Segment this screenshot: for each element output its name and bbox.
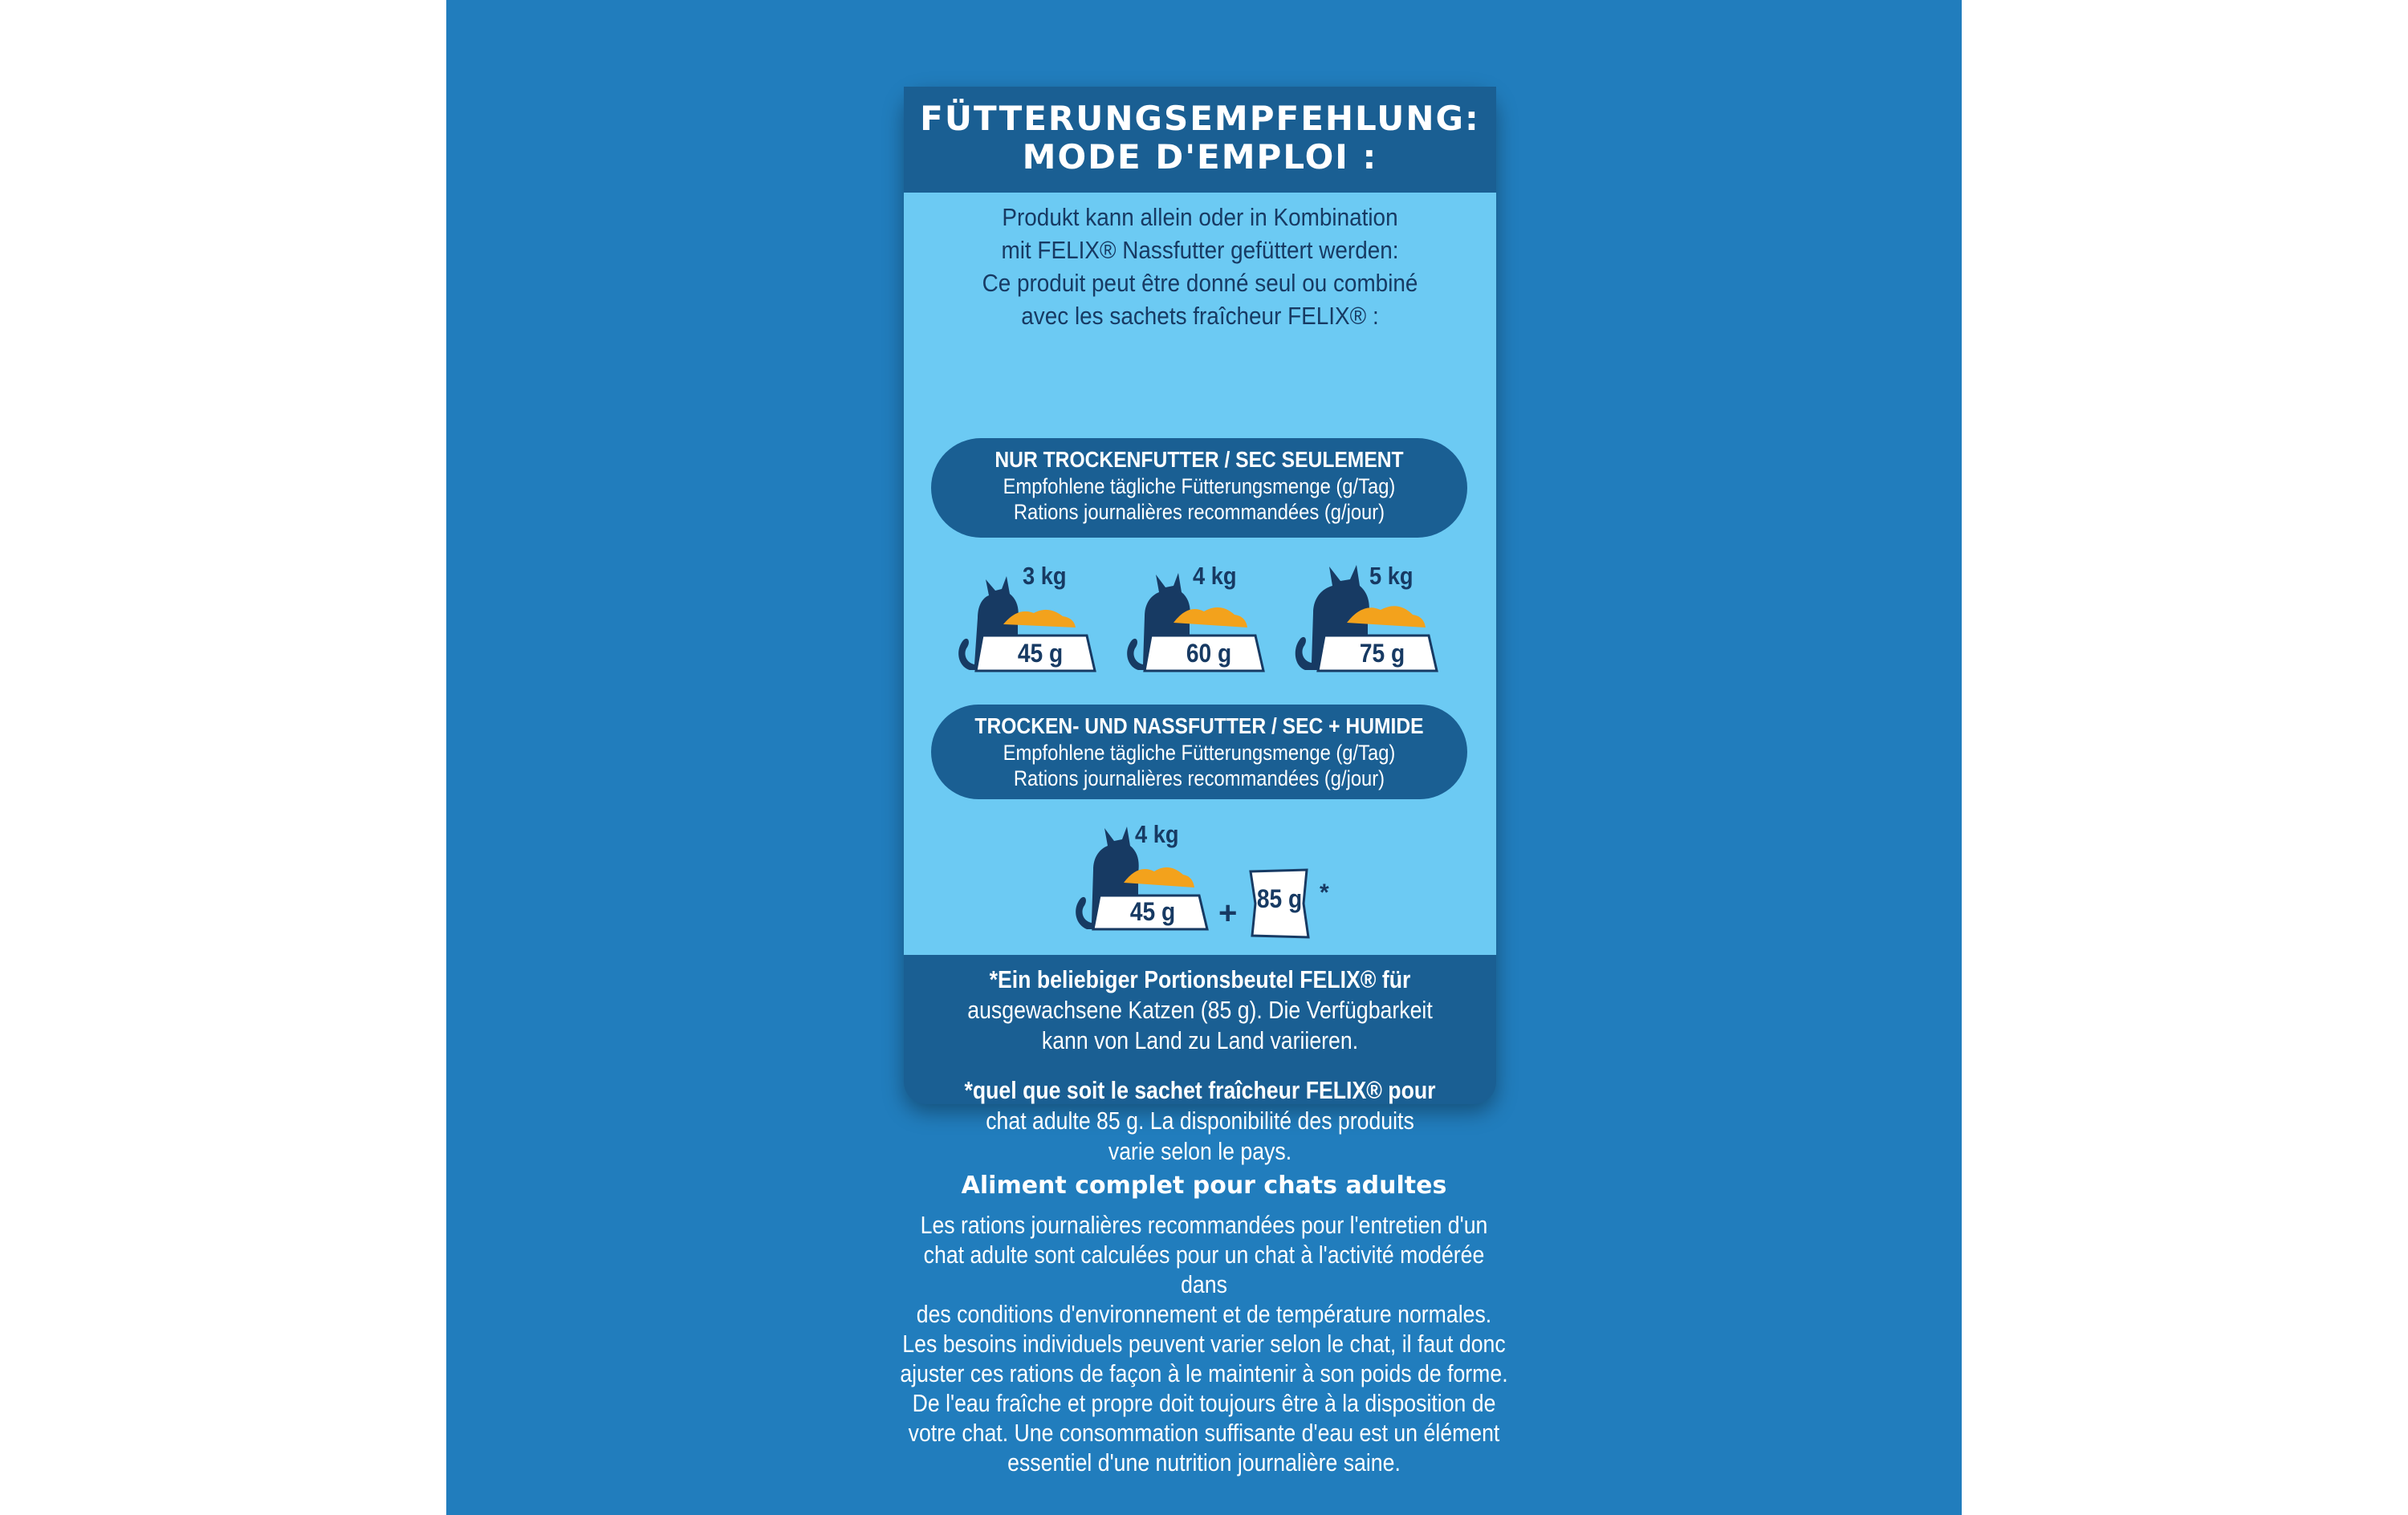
body-line: De l'eau fraîche et propre doit toujours être à la disposition de xyxy=(912,1389,1496,1417)
food-amount: 75 g xyxy=(1359,639,1405,668)
body-line: essentiel d'une nutrition journalière saine. xyxy=(1007,1448,1401,1476)
cat-bowl-4kg xyxy=(1122,562,1283,682)
intro-text xyxy=(934,201,1466,332)
footnote-german xyxy=(946,965,1455,1056)
section-title: Aliment complet pour chats adultes xyxy=(961,1172,1447,1200)
dry-wet-sub-french: Rations journalières recommandées (g/jour) xyxy=(1013,766,1385,790)
cat-bowl-5kg xyxy=(1292,562,1453,682)
pouch-amount: 85 g xyxy=(1256,884,1303,913)
dry-only-sub-german: Empfohlene tägliche Fütterungsmenge (g/Tag) xyxy=(1003,474,1396,498)
cat-weight: 5 kg xyxy=(1369,562,1413,590)
dry-only-banner xyxy=(931,438,1467,538)
intro-line: Produkt kann allein oder in Kombination xyxy=(1002,203,1398,231)
dry-wet-banner xyxy=(931,705,1467,799)
footnote-line: varie selon le pays. xyxy=(1108,1137,1292,1165)
asterisk-mark: * xyxy=(1320,879,1329,906)
card-body xyxy=(904,193,1496,955)
food-amount: 45 g xyxy=(1017,639,1064,668)
dry-only-sub-french: Rations journalières recommandées (g/jour) xyxy=(1013,500,1385,524)
cat-weight: 4 kg xyxy=(1193,562,1237,590)
dry-wet-title: TROCKEN- UND NASSFUTTER / SEC + HUMIDE xyxy=(974,713,1424,738)
footnote-line: kann von Land zu Land variieren. xyxy=(1041,1026,1359,1054)
complete-food-section xyxy=(848,1170,1560,1477)
body-line: votre chat. Une consommation suffisante d'eau est un élément xyxy=(908,1419,1500,1447)
cat-bowl-pouch-4kg xyxy=(1071,820,1344,940)
body-line: des conditions d'environnement et de température normales. xyxy=(916,1300,1492,1328)
body-line: ajuster ces rations de façon à le maintenir à son poids de forme. xyxy=(900,1359,1508,1387)
dry-only-title: NUR TROCKENFUTTER / SEC SEULEMENT xyxy=(995,447,1404,472)
footnote-line: *Ein beliebiger Portionsbeutel FELIX® für xyxy=(989,965,1411,993)
intro-line: Ce produit peut être donné seul ou combiné xyxy=(982,269,1418,297)
title-french: MODE D'EMPLOI : xyxy=(1022,137,1378,177)
body-line: chat adulte sont calculées pour un chat à l'activité modérée dans xyxy=(923,1241,1485,1298)
feeding-guide-card xyxy=(904,87,1496,1165)
footnote-line: chat adulte 85 g. La disponibilité des produits xyxy=(986,1107,1414,1135)
footnote-line: *quel que soit le sachet fraîcheur FELIX® pour xyxy=(964,1076,1436,1104)
food-amount: 45 g xyxy=(1129,897,1176,926)
body-line: Les rations journalières recommandées pour l'entretien d'un xyxy=(920,1211,1488,1239)
footnote-french xyxy=(946,1075,1455,1167)
plus-sign: + xyxy=(1218,896,1238,931)
cat-weight: 4 kg xyxy=(1135,820,1179,848)
intro-line: avec les sachets fraîcheur FELIX® : xyxy=(1021,302,1379,330)
intro-line: mit FELIX® Nassfutter gefüttert werden: xyxy=(1001,236,1399,264)
title-german: FÜTTERUNGSEMPFEHLUNG: xyxy=(920,99,1480,138)
body-line: Les besoins individuels peuvent varier selon le chat, il faut donc xyxy=(902,1330,1506,1358)
card-header xyxy=(904,87,1496,193)
dry-wet-sub-german: Empfohlene tägliche Fütterungsmenge (g/Tag) xyxy=(1003,741,1396,765)
footnote-line: ausgewachsene Katzen (85 g). Die Verfügbarkeit xyxy=(967,996,1433,1024)
cat-bowl-3kg xyxy=(954,562,1114,682)
section-body xyxy=(897,1210,1511,1477)
cat-weight: 3 kg xyxy=(1023,562,1067,590)
food-amount: 60 g xyxy=(1186,639,1232,668)
